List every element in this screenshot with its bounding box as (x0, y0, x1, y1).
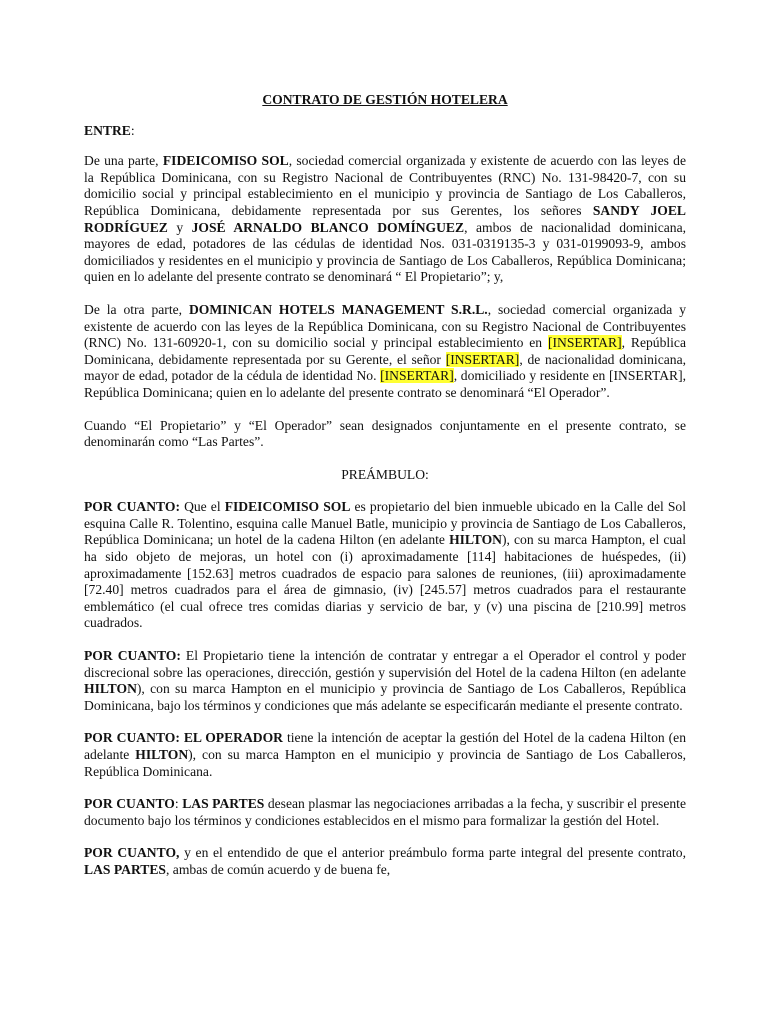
text-run: , sociedad comercial organizada y existente de acuerdo con las leyes de la República Dominicana, con su Registro Nacional de Contribuyentes (RNC) No. 131-98420-7, con su domicilio social y principal establecimiento en el municipio y provincia de Santiago de Los Caballeros, República Dominicana, debidamente representada por sus Gerentes, los señores (84, 153, 686, 218)
paragraph-owner (84, 153, 686, 286)
bold-run: FIDEICOMISO SOL (224, 499, 351, 515)
bold-run: POR CUANTO: (84, 648, 181, 664)
highlighted-placeholder: [INSERTAR] (547, 335, 622, 351)
text-run: Que el (179, 499, 225, 515)
text-run: , domiciliado y residente en [INSERTAR], República Dominicana; quien en lo adelante del presente contrato se denominará “El Operador”. (84, 368, 687, 400)
paragraph-por-cuanto-2 (84, 648, 686, 714)
document-title: CONTRATO DE GESTIÓN HOTELERA (262, 92, 508, 107)
text-run: El Propietario tiene la intención de contratar y entregar a el Operador el control y poder discrecional sobre las operaciones, dirección, gestión y supervisión del Hotel de la cadena Hilton (en adelante (84, 648, 687, 680)
paragraph-por-cuanto-5 (84, 845, 686, 878)
bold-run: LAS PARTES (84, 861, 166, 877)
text-run: , sociedad comercial organizada y existente de acuerdo con las leyes de la República Dominicana, con su Registro Nacional de Contribuyentes (RNC) No. 131-60920-1, con su domicilio social y principal establecimiento en (84, 301, 686, 351)
text-run: ), con su marca Hampton, el cual ha sido objeto de mejoras, un hotel con (i) aproximadamente [114] habitaciones de huéspedes, (ii) aproximadamente [152.63] metros cuadrados de espacio para salones de reuniones, (iii) aproximadamente [72.40] metros cuadrados para el área de gimnasio, (iv) [245.57] metros cuadrados para el restaurante emblemático (el cual ofrece tres comidas diarias y servicio de bar, y (v) una piscina de [210.99] metros cuadrados. (84, 532, 686, 631)
entre-label: ENTRE (84, 122, 131, 138)
text-run: y en el entendido de que el anterior preámbulo forma parte integral del presente contrato, (179, 845, 686, 861)
bold-run: POR CUANTO: EL OPERADOR (84, 730, 284, 746)
bold-run: JOSÉ ARNALDO BLANCO DOMÍNGUEZ (191, 219, 465, 235)
text-run: desean plasmar las negociaciones arribadas a la fecha, y suscribir el presente documento bajo los términos y condiciones establecidos en el mismo para formalizar la gestión del Hotel. (84, 796, 686, 828)
text-run: , República Dominicana, debidamente representada por su Gerente, el señor (84, 335, 686, 367)
paragraph-parties: Cuando “El Propietario” y “El Operador” sean designados conjuntamente en el presente contrato, se denominarán como “Las Partes”. (84, 417, 686, 450)
bold-run: HILTON (84, 681, 137, 697)
entre-colon: : (130, 122, 135, 138)
text-run: : (174, 796, 183, 812)
highlighted-placeholder: [INSERTAR] (445, 351, 520, 367)
bold-run: DOMINICAN HOTELS MANAGEMENT S.R.L. (188, 301, 488, 317)
text-run: es propietario del bien inmueble ubicado en la Calle del Sol esquina Calle R. Tolentino, esquina calle Manuel Batle, municipio y provincia de Santiago de Los Caballeros, República Dominicana; un hotel de la cadena Hilton (en adelante (84, 499, 687, 548)
entre-heading (84, 123, 686, 140)
text-run: , ambos de nacionalidad dominicana, mayores de edad, potadores de las cédulas de identidad Nos. 031-0319135-3 y 031-0199093-9, ambos domiciliados y residentes en el municipio y provincia de Santiago de Los Caballeros, República Dominicana; quien en lo adelante del presente contrato se denominará “ El Propietario”; y, (84, 219, 687, 285)
bold-run: FIDEICOMISO SOL (162, 153, 289, 169)
text-run: ), con su marca Hampton en el municipio y provincia de Santiago de Los Caballeros, República Dominicana. (84, 747, 687, 779)
text-run: tiene la intención de aceptar la gestión del Hotel de la cadena Hilton (en adelante (84, 730, 687, 762)
text-run: De la otra parte, (84, 301, 189, 317)
text-run: De una parte, (84, 153, 163, 169)
paragraph-operator (84, 302, 686, 402)
text-run: , ambas de común acuerdo y de buena fe, (166, 861, 391, 877)
paragraph-por-cuanto-1 (84, 499, 686, 632)
preambulo-heading: PREÁMBULO: (341, 466, 429, 482)
bold-run: POR CUANTO, (84, 845, 180, 861)
highlighted-placeholder: [INSERTAR] (380, 368, 454, 384)
bold-run: SANDY JOEL RODRÍGUEZ (84, 202, 686, 235)
paragraph-por-cuanto-3 (84, 730, 686, 780)
bold-run: POR CUANTO (84, 796, 175, 812)
text-run: , de nacionalidad dominicana, mayor de edad, potador de la cédula de identidad No. (84, 351, 686, 384)
text-run: ), con su marca Hampton en el municipio y provincia de Santiago de Los Caballeros, República Dominicana, bajo los términos y condiciones que más adelante se especificarán mediante el presente contrato. (84, 681, 686, 713)
paragraph-por-cuanto-4 (84, 796, 686, 829)
text-run: y (167, 219, 192, 235)
bold-run: POR CUANTO: (84, 499, 180, 515)
bold-run: HILTON (135, 747, 189, 762)
bold-run: LAS PARTES (182, 796, 265, 812)
bold-run: HILTON (449, 532, 502, 548)
